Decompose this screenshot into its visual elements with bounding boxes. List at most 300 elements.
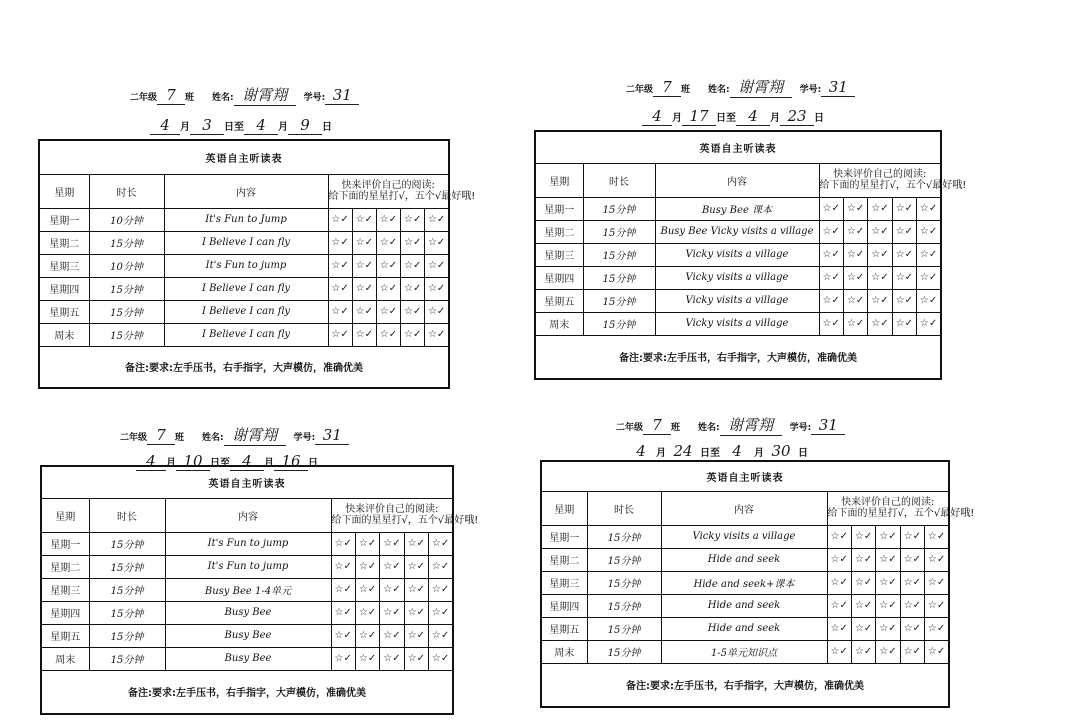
check-mark-icon: ✓ <box>839 577 848 588</box>
star-icon: ☆ <box>846 226 856 237</box>
check-mark-icon: ✓ <box>436 329 446 340</box>
star-icon: ☆ <box>846 249 856 260</box>
table-row <box>541 640 949 663</box>
star-icon: ☆ <box>383 607 393 618</box>
table-body <box>541 525 949 663</box>
to-day: 30 <box>764 442 798 461</box>
col-header-day: 星期 <box>41 498 89 532</box>
check-mark-icon: ✓ <box>904 272 914 283</box>
check-mark-icon: ✓ <box>855 249 865 260</box>
day-label: 日 <box>308 458 318 469</box>
star-icon: ☆ <box>895 249 905 260</box>
star-rating-cell <box>892 266 916 289</box>
table-body <box>41 532 453 670</box>
month-label: 月 <box>672 113 682 124</box>
star-rating-cell <box>925 571 949 594</box>
star-rating-cell <box>429 532 453 555</box>
star-icon: ☆ <box>822 318 832 329</box>
col-header-rating <box>819 163 967 197</box>
date-range <box>642 107 824 126</box>
content-cell: Hide and seek <box>661 617 827 640</box>
check-mark-icon: ✓ <box>904 226 914 237</box>
check-mark-icon: ✓ <box>364 260 373 271</box>
star-rating-cell <box>900 525 924 548</box>
table-row <box>535 312 941 335</box>
star-icon: ☆ <box>407 653 417 664</box>
star-icon: ☆ <box>927 600 937 611</box>
check-mark-icon: ✓ <box>440 584 450 595</box>
star-icon: ☆ <box>431 630 441 641</box>
star-icon: ☆ <box>871 318 881 329</box>
star-rating-cell <box>376 231 400 254</box>
to-month: 4 <box>736 107 770 126</box>
check-mark-icon: ✓ <box>928 295 938 306</box>
check-mark-icon: ✓ <box>880 226 889 237</box>
rating-line1: 快来评价自己的阅读: <box>345 504 439 515</box>
star-icon: ☆ <box>822 203 832 214</box>
check-mark-icon: ✓ <box>416 607 426 618</box>
to-month: 4 <box>720 442 754 461</box>
star-icon: ☆ <box>407 630 417 641</box>
star-rating-cell <box>425 231 449 254</box>
star-rating-cell <box>380 647 404 670</box>
star-icon: ☆ <box>846 295 856 306</box>
star-icon: ☆ <box>822 272 832 283</box>
day-cell: 星期一 <box>41 532 89 555</box>
check-mark-icon: ✓ <box>839 623 848 634</box>
star-rating-cell <box>380 601 404 624</box>
star-icon: ☆ <box>871 226 881 237</box>
duration-cell: 15分钟 <box>587 640 661 663</box>
star-rating-cell <box>425 254 449 277</box>
check-mark-icon: ✓ <box>388 283 398 294</box>
check-mark-icon: ✓ <box>831 226 840 237</box>
grade-label: 二年级 <box>130 93 158 103</box>
col-header-duration: 时长 <box>583 163 655 197</box>
check-mark-icon: ✓ <box>367 561 377 572</box>
check-mark-icon: ✓ <box>928 226 938 237</box>
star-rating-cell <box>892 220 916 243</box>
star-rating-cell <box>404 624 428 647</box>
check-mark-icon: ✓ <box>392 561 401 572</box>
star-rating-cell <box>868 266 892 289</box>
star-icon: ☆ <box>830 577 840 588</box>
check-mark-icon: ✓ <box>839 554 848 565</box>
star-icon: ☆ <box>879 646 889 657</box>
check-mark-icon: ✓ <box>440 630 450 641</box>
check-mark-icon: ✓ <box>343 607 352 618</box>
star-icon: ☆ <box>903 623 913 634</box>
day-cell: 周末 <box>41 647 89 670</box>
grade-label: 二年级 <box>626 85 654 95</box>
check-mark-icon: ✓ <box>392 653 401 664</box>
star-rating-cell <box>380 555 404 578</box>
star-rating-cell <box>376 208 400 231</box>
student-name: 谢霄翔 <box>720 414 782 436</box>
content-cell: Hide and seek <box>661 594 827 617</box>
star-rating-cell <box>819 197 843 220</box>
star-rating-cell <box>401 323 425 346</box>
content-cell: It's Fun to jump <box>165 555 331 578</box>
star-icon: ☆ <box>903 531 913 542</box>
star-icon: ☆ <box>334 561 344 572</box>
student-name: 谢霄翔 <box>234 84 296 106</box>
star-rating-cell <box>352 231 376 254</box>
table-row <box>541 617 949 640</box>
duration-cell: 15分钟 <box>587 571 661 594</box>
content-cell: Busy Bee <box>165 601 331 624</box>
star-icon: ☆ <box>355 237 365 248</box>
check-mark-icon: ✓ <box>928 318 938 329</box>
star-rating-cell <box>900 640 924 663</box>
star-rating-cell <box>851 525 875 548</box>
star-icon: ☆ <box>383 561 393 572</box>
star-rating-cell <box>404 601 428 624</box>
star-rating-cell <box>851 594 875 617</box>
star-icon: ☆ <box>895 203 905 214</box>
check-mark-icon: ✓ <box>340 329 349 340</box>
reading-table <box>540 460 975 708</box>
class-number: 7 <box>643 416 671 435</box>
star-icon: ☆ <box>383 584 393 595</box>
star-rating-cell <box>429 624 453 647</box>
star-icon: ☆ <box>355 260 365 271</box>
table-row <box>41 532 453 555</box>
star-icon: ☆ <box>903 646 913 657</box>
check-mark-icon: ✓ <box>855 226 865 237</box>
name-label: 姓名: <box>698 423 720 433</box>
check-mark-icon: ✓ <box>880 249 889 260</box>
star-icon: ☆ <box>431 538 441 549</box>
grade-label: 二年级 <box>616 423 644 433</box>
duration-cell: 15分钟 <box>583 266 655 289</box>
star-icon: ☆ <box>334 607 344 618</box>
star-icon: ☆ <box>379 306 389 317</box>
check-mark-icon: ✓ <box>412 283 422 294</box>
day-label: 日 <box>322 122 332 133</box>
star-icon: ☆ <box>879 600 889 611</box>
check-mark-icon: ✓ <box>388 260 398 271</box>
check-mark-icon: ✓ <box>831 318 840 329</box>
star-icon: ☆ <box>358 630 368 641</box>
check-mark-icon: ✓ <box>888 554 897 565</box>
content-cell: Busy Bee Vicky visits a village <box>655 220 819 243</box>
check-mark-icon: ✓ <box>863 531 873 542</box>
star-icon: ☆ <box>331 214 341 225</box>
check-mark-icon: ✓ <box>855 318 865 329</box>
star-rating-cell <box>892 289 916 312</box>
star-rating-cell <box>328 323 352 346</box>
star-icon: ☆ <box>431 607 441 618</box>
name-label: 姓名: <box>202 433 224 443</box>
col-header-content: 内容 <box>165 498 331 532</box>
duration-cell: 15分钟 <box>89 601 165 624</box>
check-mark-icon: ✓ <box>839 600 848 611</box>
star-icon: ☆ <box>895 318 905 329</box>
star-icon: ☆ <box>427 237 437 248</box>
check-mark-icon: ✓ <box>928 203 938 214</box>
duration-cell: 15分钟 <box>89 300 164 323</box>
star-rating-cell <box>925 617 949 640</box>
reading-table <box>534 130 967 380</box>
star-icon: ☆ <box>358 607 368 618</box>
star-icon: ☆ <box>854 646 864 657</box>
check-mark-icon: ✓ <box>936 646 946 657</box>
star-icon: ☆ <box>919 226 929 237</box>
star-rating-cell <box>355 601 379 624</box>
check-mark-icon: ✓ <box>343 561 352 572</box>
table-row <box>41 624 453 647</box>
check-mark-icon: ✓ <box>936 554 946 565</box>
star-rating-cell <box>352 277 376 300</box>
check-mark-icon: ✓ <box>392 607 401 618</box>
star-rating-cell <box>376 254 400 277</box>
star-rating-cell <box>917 266 941 289</box>
content-cell: It's Fun to Jump <box>164 208 328 231</box>
duration-cell: 15分钟 <box>583 197 655 220</box>
star-icon: ☆ <box>871 295 881 306</box>
star-icon: ☆ <box>403 306 413 317</box>
month-label: 月 <box>180 122 190 133</box>
day-cell: 周末 <box>39 323 89 346</box>
star-icon: ☆ <box>919 249 929 260</box>
check-mark-icon: ✓ <box>340 237 349 248</box>
rating-line1: 快来评价自己的阅读: <box>341 180 435 191</box>
star-rating-cell <box>843 197 867 220</box>
check-mark-icon: ✓ <box>388 237 398 248</box>
to-label: 日至 <box>224 122 244 133</box>
reading-table <box>40 465 479 715</box>
check-mark-icon: ✓ <box>863 554 873 565</box>
to-day: 16 <box>274 452 308 471</box>
star-rating-cell <box>917 312 941 335</box>
table-row <box>541 571 949 594</box>
star-rating-cell <box>429 578 453 601</box>
check-mark-icon: ✓ <box>912 623 922 634</box>
note-requirements: 备注:要求:左手压书，右手指字，大声模仿，准确优美 <box>41 670 453 714</box>
star-rating-cell <box>900 571 924 594</box>
star-rating-cell <box>900 548 924 571</box>
check-mark-icon: ✓ <box>839 646 848 657</box>
table-row <box>41 647 453 670</box>
star-icon: ☆ <box>871 249 881 260</box>
duration-cell: 10分钟 <box>89 208 164 231</box>
star-icon: ☆ <box>331 329 341 340</box>
star-rating-cell <box>892 312 916 335</box>
check-mark-icon: ✓ <box>392 538 401 549</box>
check-mark-icon: ✓ <box>936 577 946 588</box>
star-icon: ☆ <box>431 653 441 664</box>
star-rating-cell <box>868 220 892 243</box>
content-cell: Busy Bee 1-4单元 <box>165 578 331 601</box>
star-rating-cell <box>404 555 428 578</box>
month-label: 月 <box>770 113 780 124</box>
class-label: 班 <box>185 93 195 103</box>
check-mark-icon: ✓ <box>936 531 946 542</box>
star-rating-cell <box>331 647 355 670</box>
class-number: 7 <box>147 426 175 445</box>
col-header-content: 内容 <box>655 163 819 197</box>
star-icon: ☆ <box>383 653 393 664</box>
check-mark-icon: ✓ <box>839 531 848 542</box>
star-icon: ☆ <box>403 214 413 225</box>
star-rating-cell <box>355 624 379 647</box>
date-range <box>150 116 332 135</box>
star-icon: ☆ <box>331 283 341 294</box>
class-label: 班 <box>671 423 681 433</box>
content-cell: It's Fun to jump <box>165 532 331 555</box>
sheet-header <box>626 76 855 98</box>
check-mark-icon: ✓ <box>367 584 377 595</box>
from-day: 17 <box>682 107 716 126</box>
rating-line1: 快来评价自己的阅读: <box>841 497 935 508</box>
star-rating-cell <box>876 571 900 594</box>
to-day: 23 <box>780 107 814 126</box>
star-icon: ☆ <box>379 283 389 294</box>
content-cell: Vicky visits a village <box>655 266 819 289</box>
star-icon: ☆ <box>331 306 341 317</box>
star-rating-cell <box>355 555 379 578</box>
to-label: 日至 <box>700 448 720 459</box>
check-mark-icon: ✓ <box>888 600 897 611</box>
note-requirements: 备注:要求:左手压书，右手指字，大声模仿，准确优美 <box>541 663 949 707</box>
star-icon: ☆ <box>331 237 341 248</box>
from-day: 10 <box>176 452 210 471</box>
number-label: 学号: <box>789 423 812 433</box>
star-rating-cell <box>355 532 379 555</box>
table-row <box>39 300 449 323</box>
table-row <box>39 277 449 300</box>
to-month: 4 <box>244 116 278 135</box>
duration-cell: 15分钟 <box>587 548 661 571</box>
check-mark-icon: ✓ <box>412 214 422 225</box>
rating-line2: 给下面的星星打√，五个√最好哦! <box>328 191 476 202</box>
check-mark-icon: ✓ <box>904 203 914 214</box>
content-cell: Busy Bee <box>165 647 331 670</box>
check-mark-icon: ✓ <box>388 214 398 225</box>
star-rating-cell <box>425 208 449 231</box>
table-row <box>39 323 449 346</box>
check-mark-icon: ✓ <box>367 630 377 641</box>
star-rating-cell <box>851 571 875 594</box>
star-rating-cell <box>925 594 949 617</box>
star-icon: ☆ <box>919 318 929 329</box>
star-icon: ☆ <box>403 237 413 248</box>
sheet-header <box>616 414 845 436</box>
duration-cell: 15分钟 <box>89 323 164 346</box>
number-label: 学号: <box>303 93 326 103</box>
star-icon: ☆ <box>383 630 393 641</box>
check-mark-icon: ✓ <box>936 600 946 611</box>
check-mark-icon: ✓ <box>340 260 349 271</box>
month-label: 月 <box>656 448 666 459</box>
check-mark-icon: ✓ <box>863 646 873 657</box>
star-rating-cell <box>429 555 453 578</box>
student-name: 谢霄翔 <box>224 424 286 446</box>
day-cell: 星期一 <box>535 197 583 220</box>
check-mark-icon: ✓ <box>343 538 352 549</box>
star-rating-cell <box>843 220 867 243</box>
from-month: 4 <box>642 107 672 126</box>
rating-line2: 给下面的星星打√，五个√最好哦! <box>827 508 975 519</box>
star-icon: ☆ <box>358 653 368 664</box>
star-icon: ☆ <box>927 531 937 542</box>
check-mark-icon: ✓ <box>863 600 873 611</box>
table-row <box>541 594 949 617</box>
star-rating-cell <box>401 254 425 277</box>
star-icon: ☆ <box>854 531 864 542</box>
star-icon: ☆ <box>879 577 889 588</box>
star-icon: ☆ <box>822 295 832 306</box>
star-icon: ☆ <box>830 600 840 611</box>
check-mark-icon: ✓ <box>412 237 422 248</box>
check-mark-icon: ✓ <box>343 584 352 595</box>
star-icon: ☆ <box>334 653 344 664</box>
duration-cell: 15分钟 <box>583 220 655 243</box>
grade-label: 二年级 <box>120 433 148 443</box>
check-mark-icon: ✓ <box>880 295 889 306</box>
star-rating-cell <box>352 323 376 346</box>
check-mark-icon: ✓ <box>936 623 946 634</box>
check-mark-icon: ✓ <box>436 237 446 248</box>
content-cell: I Believe I can fly <box>164 300 328 323</box>
from-month: 4 <box>136 452 166 471</box>
star-rating-cell <box>352 254 376 277</box>
table-row <box>41 555 453 578</box>
star-icon: ☆ <box>379 237 389 248</box>
check-mark-icon: ✓ <box>364 329 373 340</box>
star-icon: ☆ <box>355 306 365 317</box>
content-cell: Vicky visits a village <box>655 243 819 266</box>
star-icon: ☆ <box>854 623 864 634</box>
star-rating-cell <box>917 289 941 312</box>
table-row <box>41 601 453 624</box>
star-rating-cell <box>900 617 924 640</box>
star-icon: ☆ <box>919 203 929 214</box>
star-rating-cell <box>868 197 892 220</box>
student-number: 31 <box>325 86 359 105</box>
col-header-rating <box>331 498 479 532</box>
star-icon: ☆ <box>879 531 889 542</box>
rating-line2: 给下面的星星打√，五个√最好哦! <box>819 180 967 191</box>
reading-table <box>38 139 476 389</box>
star-icon: ☆ <box>358 538 368 549</box>
star-rating-cell <box>355 578 379 601</box>
to-month: 4 <box>230 452 264 471</box>
star-icon: ☆ <box>427 260 437 271</box>
check-mark-icon: ✓ <box>412 329 422 340</box>
star-rating-cell <box>851 548 875 571</box>
col-header-rating <box>328 174 476 208</box>
star-rating-cell <box>819 243 843 266</box>
date-range <box>626 442 808 461</box>
content-cell: Busy Bee <box>165 624 331 647</box>
duration-cell: 15分钟 <box>583 243 655 266</box>
star-icon: ☆ <box>407 584 417 595</box>
day-cell: 星期五 <box>39 300 89 323</box>
star-rating-cell <box>380 578 404 601</box>
star-icon: ☆ <box>331 260 341 271</box>
star-rating-cell <box>827 617 851 640</box>
star-icon: ☆ <box>358 584 368 595</box>
star-rating-cell <box>868 312 892 335</box>
star-icon: ☆ <box>379 260 389 271</box>
check-mark-icon: ✓ <box>436 283 446 294</box>
star-icon: ☆ <box>927 623 937 634</box>
day-cell: 星期一 <box>541 525 587 548</box>
star-rating-cell <box>843 312 867 335</box>
star-rating-cell <box>917 243 941 266</box>
